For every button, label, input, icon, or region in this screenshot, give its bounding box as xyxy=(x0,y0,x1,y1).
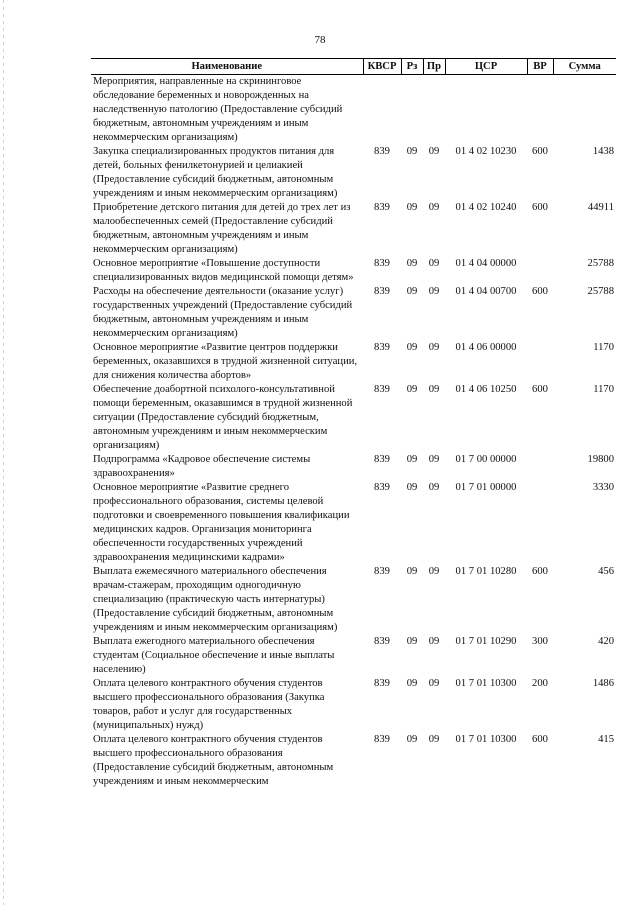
cell-rz: 09 xyxy=(406,286,418,297)
cell-pr: 09 xyxy=(428,566,440,577)
cell-sum xyxy=(553,75,616,146)
cell-name: Обеспечение доабортной психолого-консультативной помощи беременным, оказавшимся в трудной жизненной ситуации (Предоставление субсидий бюджетным, автономным учреждениям и иным некоммерческим организациям) xyxy=(93,384,353,451)
cell-rz: 09 xyxy=(406,454,418,465)
cell-rz: 09 xyxy=(406,482,418,493)
cell-vr: 600 xyxy=(532,146,548,157)
header-pr: Пр xyxy=(423,59,445,75)
cell-pr: 09 xyxy=(428,384,440,395)
cell-vr xyxy=(527,75,553,146)
cell-pr xyxy=(423,75,445,146)
cell-pr: 09 xyxy=(428,146,440,157)
cell-rz: 09 xyxy=(406,384,418,395)
cell-vr: 200 xyxy=(532,678,548,689)
header-sum: Сумма xyxy=(553,59,616,75)
table-row xyxy=(91,201,616,257)
cell-pr: 09 xyxy=(428,258,440,269)
cell-csr: 01 7 01 00000 xyxy=(455,482,517,493)
cell-pr: 09 xyxy=(428,482,440,493)
table-row xyxy=(91,383,616,453)
cell-rz: 09 xyxy=(406,678,418,689)
cell-vr xyxy=(527,257,553,285)
cell-name: Основное мероприятие «Повышение доступности специализированных видов медицинской помощи детям» xyxy=(93,258,354,283)
cell-kvsr: 839 xyxy=(374,678,390,689)
cell-rz: 09 xyxy=(406,258,418,269)
cell-csr: 01 7 01 10300 xyxy=(455,678,517,689)
cell-kvsr: 839 xyxy=(374,342,390,353)
cell-kvsr: 839 xyxy=(374,202,390,213)
cell-rz: 09 xyxy=(406,636,418,647)
cell-kvsr: 839 xyxy=(374,482,390,493)
cell-csr: 01 4 06 10250 xyxy=(455,384,517,395)
header-kvsr: КВСР xyxy=(363,59,401,75)
cell-pr: 09 xyxy=(428,678,440,689)
table-row xyxy=(91,285,616,341)
header-csr: ЦСР xyxy=(445,59,527,75)
cell-vr xyxy=(527,481,553,565)
table-row xyxy=(91,481,616,565)
cell-sum: 3330 xyxy=(592,482,614,493)
cell-name: Оплата целевого контрактного обучения студентов высшего профессионального образования (Предоставление субсидий бюджетным, автономным учреждениям и иным некоммерческим xyxy=(93,734,334,787)
cell-name: Расходы на обеспечение деятельности (оказание услуг) государственных учреждений (Предоставление субсидий бюджетным, автономным учреждениям и иным некоммерческим организациям) xyxy=(93,286,353,339)
cell-vr: 600 xyxy=(532,286,548,297)
table-row xyxy=(91,677,616,733)
cell-csr: 01 4 04 00000 xyxy=(455,258,517,269)
cell-sum: 420 xyxy=(598,636,614,647)
cell-name: Закупка специализированных продуктов питания для детей, больных фенилкетонурией и целиакией (Предоставление субсидий бюджетным, автономным учреждениям и иным некоммерческим организациям) xyxy=(93,146,338,199)
cell-pr: 09 xyxy=(428,454,440,465)
cell-kvsr: 839 xyxy=(374,146,390,157)
scan-edge xyxy=(3,0,4,905)
cell-vr xyxy=(527,341,553,383)
cell-vr: 300 xyxy=(532,636,548,647)
cell-rz: 09 xyxy=(406,146,418,157)
table-row xyxy=(91,341,616,383)
header-vr: ВР xyxy=(527,59,553,75)
cell-sum: 415 xyxy=(598,734,614,745)
cell-sum: 25788 xyxy=(587,258,614,269)
table-row xyxy=(91,565,616,635)
cell-rz xyxy=(401,75,423,146)
page-number: 78 xyxy=(314,34,326,46)
cell-sum: 1170 xyxy=(593,342,614,353)
table-row xyxy=(91,257,616,285)
cell-name: Выплата ежемесячного материального обеспечения врачам-стажерам, проходящим одногодичную специализацию (практическую часть интернатуры) (Предоставление субсидий бюджетным, автономным учреждениям и иным некоммерческим организациям) xyxy=(93,566,338,633)
cell-vr: 600 xyxy=(532,734,548,745)
table-row xyxy=(91,635,616,677)
cell-sum: 19800 xyxy=(587,454,614,465)
cell-rz: 09 xyxy=(406,202,418,213)
cell-sum: 1170 xyxy=(593,384,614,395)
table-header-row xyxy=(91,59,616,75)
cell-name: Мероприятия, направленные на скрининговое обследование беременных и новорожденных на наследственную патологию (Предоставление субсидий бюджетным, автономным учреждениям и иным некоммерческим организациям) xyxy=(93,76,343,143)
cell-pr: 09 xyxy=(428,286,440,297)
cell-kvsr: 839 xyxy=(374,258,390,269)
cell-rz: 09 xyxy=(406,342,418,353)
cell-pr: 09 xyxy=(428,202,440,213)
cell-csr: 01 4 06 00000 xyxy=(455,342,517,353)
cell-csr: 01 4 02 10230 xyxy=(455,146,517,157)
cell-sum: 456 xyxy=(598,566,614,577)
cell-kvsr: 839 xyxy=(374,566,390,577)
header-name: Наименование xyxy=(91,59,363,75)
cell-name: Приобретение детского питания для детей до трех лет из малообеспеченных семей (Предоставление субсидий бюджетным, автономным учреждениям и иным некоммерческим организациям) xyxy=(93,202,351,255)
cell-csr: 01 4 04 00700 xyxy=(455,286,517,297)
cell-rz: 09 xyxy=(406,734,418,745)
cell-sum: 25788 xyxy=(587,286,614,297)
cell-sum: 1486 xyxy=(592,678,614,689)
cell-csr: 01 7 01 10290 xyxy=(455,636,517,647)
table-row xyxy=(91,453,616,481)
cell-pr: 09 xyxy=(428,734,440,745)
cell-sum: 44911 xyxy=(587,202,614,213)
cell-name: Выплата ежегодного материального обеспечения студентам (Социальное обеспечение и иные выплаты населению) xyxy=(93,636,335,675)
cell-vr: 600 xyxy=(532,566,548,577)
cell-pr: 09 xyxy=(428,342,440,353)
cell-name: Основное мероприятие «Развитие среднего профессионального образования, системы целевой подготовки и своевременного повышения квалификации медицинских кадров. Организация мониторинга обеспеченности государственных учреждений здравоохранения медицинскими кадрами» xyxy=(93,482,350,563)
cell-csr: 01 7 01 10300 xyxy=(455,734,517,745)
cell-kvsr: 839 xyxy=(374,636,390,647)
table-row xyxy=(91,145,616,201)
cell-pr: 09 xyxy=(428,636,440,647)
cell-vr xyxy=(527,453,553,481)
cell-rz: 09 xyxy=(406,566,418,577)
budget-table xyxy=(91,58,616,789)
cell-vr: 600 xyxy=(532,202,548,213)
cell-csr: 01 7 00 00000 xyxy=(455,454,517,465)
cell-csr xyxy=(445,75,527,146)
cell-csr: 01 7 01 10280 xyxy=(455,566,517,577)
cell-csr: 01 4 02 10240 xyxy=(455,202,517,213)
table-row xyxy=(91,75,616,146)
cell-sum: 1438 xyxy=(592,146,614,157)
cell-name: Подпрограмма «Кадровое обеспечение системы здравоохранения» xyxy=(93,454,311,479)
cell-kvsr xyxy=(363,75,401,146)
cell-name: Основное мероприятие «Развитие центров поддержки беременных, оказавшихся в трудной жизненной ситуации, для снижения количества абортов» xyxy=(93,342,358,381)
cell-kvsr: 839 xyxy=(374,454,390,465)
table-row xyxy=(91,733,616,789)
cell-kvsr: 839 xyxy=(374,734,390,745)
cell-name: Оплата целевого контрактного обучения студентов высшего профессионального образования (Закупка товаров, работ и услуг для государственных (муниципальных) нужд) xyxy=(93,678,325,731)
header-rz: Рз xyxy=(401,59,423,75)
cell-kvsr: 839 xyxy=(374,286,390,297)
cell-vr: 600 xyxy=(532,384,548,395)
cell-kvsr: 839 xyxy=(374,384,390,395)
